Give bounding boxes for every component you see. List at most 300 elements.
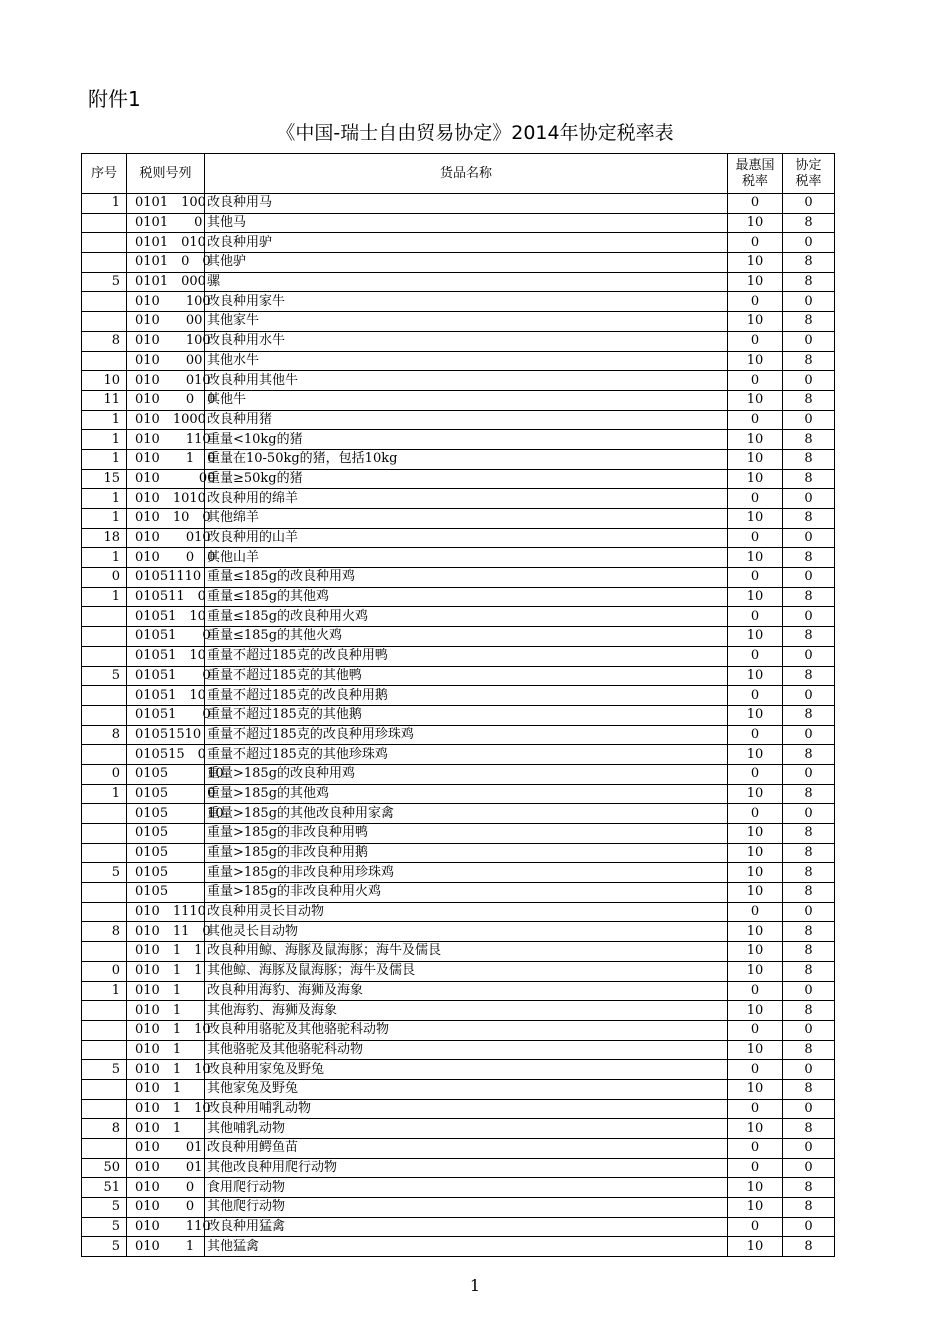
cell-name: 重量不超过185克的改良种用珍珠鸡 — [205, 725, 728, 745]
table-row — [82, 725, 835, 745]
cell-mfn-rate: 10 — [728, 1198, 783, 1218]
cell-fta-rate: 8 — [783, 312, 835, 332]
cell-fta-rate: 0 — [783, 292, 835, 312]
cell-mfn-rate: 10 — [728, 1079, 783, 1099]
cell-no: 1 — [82, 194, 127, 214]
cell-code: 010 110 — [127, 1217, 205, 1237]
cell-name: 骡 — [205, 272, 728, 292]
cell-mfn-rate: 0 — [728, 725, 783, 745]
cell-mfn-rate: 0 — [728, 686, 783, 706]
cell-code: 010 00 — [127, 351, 205, 371]
cell-no: 5 — [82, 666, 127, 686]
cell-fta-rate: 0 — [783, 1099, 835, 1119]
cell-name: 改良种用其他牛 — [205, 371, 728, 391]
page-number: 1 — [469, 1276, 481, 1295]
cell-code: 010 100 — [127, 292, 205, 312]
cell-code: 0101 100 — [127, 194, 205, 214]
cell-fta-rate: 0 — [783, 1217, 835, 1237]
cell-no: 1 — [82, 548, 127, 568]
cell-code: 010 1 — [127, 1119, 205, 1139]
cell-fta-rate: 0 — [783, 686, 835, 706]
cell-mfn-rate: 0 — [728, 1158, 783, 1178]
cell-mfn-rate: 10 — [728, 1040, 783, 1060]
cell-no — [82, 1040, 127, 1060]
cell-no: 51 — [82, 1178, 127, 1198]
cell-name: 重量>185g的非改良种用鹅 — [205, 843, 728, 863]
cell-mfn-rate: 0 — [728, 528, 783, 548]
cell-fta-rate: 0 — [783, 981, 835, 1001]
cell-mfn-rate: 10 — [728, 705, 783, 725]
cell-mfn-rate: 10 — [728, 1237, 783, 1257]
table-row — [82, 1198, 835, 1218]
table-row — [82, 469, 835, 489]
cell-name: 其他绵羊 — [205, 509, 728, 529]
cell-name: 改良种用的山羊 — [205, 528, 728, 548]
table-row — [82, 1040, 835, 1060]
cell-fta-rate: 8 — [783, 1040, 835, 1060]
cell-mfn-rate: 10 — [728, 745, 783, 765]
table-row — [82, 1178, 835, 1198]
cell-fta-rate: 8 — [783, 469, 835, 489]
cell-mfn-rate: 10 — [728, 1119, 783, 1139]
cell-no — [82, 745, 127, 765]
cell-no: 5 — [82, 1217, 127, 1237]
cell-code: 010 1000 — [127, 410, 205, 430]
table-row — [82, 1001, 835, 1021]
cell-fta-rate: 0 — [783, 1060, 835, 1080]
cell-name: 其他家牛 — [205, 312, 728, 332]
cell-code: 010 1 0 — [127, 449, 205, 469]
cell-no — [82, 705, 127, 725]
cell-mfn-rate: 0 — [728, 902, 783, 922]
cell-no: 0 — [82, 764, 127, 784]
cell-code: 0105 0 — [127, 784, 205, 804]
cell-mfn-rate: 10 — [728, 824, 783, 844]
cell-no — [82, 292, 127, 312]
cell-mfn-rate: 0 — [728, 804, 783, 824]
cell-no — [82, 1139, 127, 1159]
cell-code: 01051110 — [127, 568, 205, 588]
cell-code: 010 0 — [127, 1178, 205, 1198]
table-row — [82, 410, 835, 430]
header-no: 序号 — [82, 154, 127, 194]
cell-fta-rate: 0 — [783, 646, 835, 666]
cell-name: 其他家兔及野兔 — [205, 1079, 728, 1099]
table-row — [82, 902, 835, 922]
cell-no: 5 — [82, 1198, 127, 1218]
cell-mfn-rate: 0 — [728, 1060, 783, 1080]
cell-mfn-rate: 10 — [728, 351, 783, 371]
cell-name: 其他哺乳动物 — [205, 1119, 728, 1139]
cell-code: 010 1010 — [127, 489, 205, 509]
cell-name: 重量≥50kg的猪 — [205, 469, 728, 489]
cell-code: 010511 0 — [127, 587, 205, 607]
cell-fta-rate: 8 — [783, 587, 835, 607]
cell-name: 改良种用鳄鱼苗 — [205, 1139, 728, 1159]
cell-no: 1 — [82, 981, 127, 1001]
cell-fta-rate: 0 — [783, 804, 835, 824]
cell-mfn-rate: 0 — [728, 1139, 783, 1159]
cell-fta-rate: 8 — [783, 863, 835, 883]
cell-no — [82, 351, 127, 371]
cell-code: 010 01 — [127, 1139, 205, 1159]
cell-code: 0101 0 — [127, 213, 205, 233]
cell-code: 010 1 — [127, 1040, 205, 1060]
cell-no: 1 — [82, 509, 127, 529]
cell-code: 010 0 0 — [127, 548, 205, 568]
cell-name: 其他爬行动物 — [205, 1198, 728, 1218]
table-row — [82, 1079, 835, 1099]
cell-no — [82, 824, 127, 844]
cell-mfn-rate: 10 — [728, 390, 783, 410]
cell-code: 0105 — [127, 883, 205, 903]
cell-fta-rate: 8 — [783, 824, 835, 844]
table-row — [82, 528, 835, 548]
cell-no: 0 — [82, 568, 127, 588]
cell-code: 010 1 1 — [127, 942, 205, 962]
cell-name: 重量不超过185克的改良种用鹅 — [205, 686, 728, 706]
table-row — [82, 509, 835, 529]
cell-mfn-rate: 10 — [728, 922, 783, 942]
table-row — [82, 863, 835, 883]
table-row — [82, 942, 835, 962]
table-row — [82, 390, 835, 410]
cell-code: 010 1 — [127, 1237, 205, 1257]
table-row — [82, 272, 835, 292]
table-row — [82, 312, 835, 332]
cell-fta-rate: 0 — [783, 725, 835, 745]
cell-fta-rate: 0 — [783, 489, 835, 509]
cell-fta-rate: 0 — [783, 902, 835, 922]
cell-mfn-rate: 10 — [728, 213, 783, 233]
cell-no: 5 — [82, 272, 127, 292]
table-row — [82, 1139, 835, 1159]
table-row — [82, 1119, 835, 1139]
cell-no: 8 — [82, 725, 127, 745]
table-body — [82, 194, 835, 1257]
cell-fta-rate: 8 — [783, 390, 835, 410]
cell-mfn-rate: 10 — [728, 627, 783, 647]
table-row — [82, 371, 835, 391]
cell-code: 010 1 10 — [127, 1060, 205, 1080]
cell-no — [82, 1001, 127, 1021]
table-row — [82, 253, 835, 273]
table-row — [82, 961, 835, 981]
cell-mfn-rate: 10 — [728, 272, 783, 292]
table-row — [82, 292, 835, 312]
cell-code: 0105 10 — [127, 804, 205, 824]
cell-name: 重量不超过185克的其他鸭 — [205, 666, 728, 686]
cell-name: 其他山羊 — [205, 548, 728, 568]
table-row — [82, 1020, 835, 1040]
cell-no: 1 — [82, 489, 127, 509]
cell-no: 0 — [82, 961, 127, 981]
cell-fta-rate: 8 — [783, 1001, 835, 1021]
cell-mfn-rate: 10 — [728, 587, 783, 607]
cell-name: 其他牛 — [205, 390, 728, 410]
cell-no: 11 — [82, 390, 127, 410]
cell-no: 8 — [82, 922, 127, 942]
cell-mfn-rate: 0 — [728, 568, 783, 588]
cell-mfn-rate: 0 — [728, 1217, 783, 1237]
cell-name: 其他灵长目动物 — [205, 922, 728, 942]
cell-name: 改良种用家牛 — [205, 292, 728, 312]
cell-fta-rate: 8 — [783, 942, 835, 962]
cell-code: 010 1 10 — [127, 1020, 205, 1040]
cell-code: 010 1 1 — [127, 961, 205, 981]
cell-code: 01051510 — [127, 725, 205, 745]
cell-name: 重量>185g的非改良种用火鸡 — [205, 883, 728, 903]
cell-no — [82, 804, 127, 824]
cell-name: 改良种用灵长目动物 — [205, 902, 728, 922]
cell-no — [82, 233, 127, 253]
cell-name: 重量在10-50kg的猪，包括10kg — [205, 449, 728, 469]
cell-fta-rate: 0 — [783, 410, 835, 430]
cell-no: 1 — [82, 410, 127, 430]
cell-fta-rate: 0 — [783, 331, 835, 351]
cell-mfn-rate: 0 — [728, 292, 783, 312]
cell-fta-rate: 8 — [783, 705, 835, 725]
cell-name: 重量>185g的其他改良种用家禽 — [205, 804, 728, 824]
cell-fta-rate: 0 — [783, 764, 835, 784]
cell-name: 其他骆驼及其他骆驼科动物 — [205, 1040, 728, 1060]
table-row — [82, 213, 835, 233]
cell-no — [82, 942, 127, 962]
cell-no: 5 — [82, 1237, 127, 1257]
cell-name: 改良种用哺乳动物 — [205, 1099, 728, 1119]
cell-no: 15 — [82, 469, 127, 489]
cell-fta-rate: 8 — [783, 627, 835, 647]
cell-code: 010 1 — [127, 1079, 205, 1099]
cell-name: 重量≤185g的其他火鸡 — [205, 627, 728, 647]
cell-fta-rate: 8 — [783, 745, 835, 765]
cell-name: 改良种用水牛 — [205, 331, 728, 351]
cell-mfn-rate: 0 — [728, 764, 783, 784]
table-row — [82, 764, 835, 784]
cell-mfn-rate: 10 — [728, 863, 783, 883]
cell-no — [82, 253, 127, 273]
tariff-table — [81, 153, 835, 1257]
cell-name: 重量>185g的非改良种用珍珠鸡 — [205, 863, 728, 883]
annex-label: 附件1 — [88, 87, 141, 111]
cell-code: 0101 0 0 — [127, 253, 205, 273]
table-row — [82, 568, 835, 588]
table-header — [82, 154, 835, 194]
table-row — [82, 705, 835, 725]
cell-name: 改良种用猛禽 — [205, 1217, 728, 1237]
cell-name: 重量>185g的改良种用鸡 — [205, 764, 728, 784]
cell-fta-rate: 8 — [783, 883, 835, 903]
table-row — [82, 1060, 835, 1080]
cell-fta-rate: 8 — [783, 1178, 835, 1198]
cell-name: 其他鲸、海豚及鼠海豚；海牛及儒艮 — [205, 961, 728, 981]
cell-name: 改良种用猪 — [205, 410, 728, 430]
cell-code: 01051 10 — [127, 686, 205, 706]
cell-mfn-rate: 10 — [728, 312, 783, 332]
cell-name: 重量<10kg的猪 — [205, 430, 728, 450]
cell-name: 改良种用的绵羊 — [205, 489, 728, 509]
cell-name: 改良种用海豹、海狮及海象 — [205, 981, 728, 1001]
cell-mfn-rate: 0 — [728, 194, 783, 214]
table-row — [82, 784, 835, 804]
cell-fta-rate: 8 — [783, 1237, 835, 1257]
cell-fta-rate: 8 — [783, 272, 835, 292]
cell-mfn-rate: 10 — [728, 843, 783, 863]
cell-code: 010 0 0 — [127, 390, 205, 410]
cell-mfn-rate: 0 — [728, 489, 783, 509]
cell-no — [82, 646, 127, 666]
cell-code: 0101 000 — [127, 272, 205, 292]
cell-mfn-rate: 0 — [728, 646, 783, 666]
cell-no: 5 — [82, 1060, 127, 1080]
table-row — [82, 646, 835, 666]
table-row — [82, 922, 835, 942]
table-row — [82, 1217, 835, 1237]
cell-code: 010 1 — [127, 981, 205, 1001]
table-row — [82, 981, 835, 1001]
cell-code: 01051 0 — [127, 666, 205, 686]
cell-name: 其他猛禽 — [205, 1237, 728, 1257]
header-code: 税则号列 — [127, 154, 205, 194]
cell-mfn-rate: 0 — [728, 410, 783, 430]
table-row — [82, 1237, 835, 1257]
cell-name: 其他马 — [205, 213, 728, 233]
table-row — [82, 430, 835, 450]
cell-code: 010 010 — [127, 528, 205, 548]
cell-fta-rate: 0 — [783, 568, 835, 588]
cell-name: 重量不超过185克的其他鹅 — [205, 705, 728, 725]
table-row — [82, 351, 835, 371]
cell-no: 8 — [82, 1119, 127, 1139]
cell-fta-rate: 0 — [783, 528, 835, 548]
cell-fta-rate: 8 — [783, 1119, 835, 1139]
cell-no — [82, 213, 127, 233]
cell-no — [82, 1079, 127, 1099]
cell-no — [82, 902, 127, 922]
cell-name: 重量≤185g的改良种用火鸡 — [205, 607, 728, 627]
table-row — [82, 489, 835, 509]
cell-name: 重量≤185g的改良种用鸡 — [205, 568, 728, 588]
cell-code: 010 01 — [127, 1158, 205, 1178]
cell-no — [82, 627, 127, 647]
cell-fta-rate: 0 — [783, 233, 835, 253]
document-title: 《中国-瑞士自由贸易协定》2014年协定税率表 — [276, 122, 674, 144]
cell-code: 010 00 — [127, 469, 205, 489]
cell-no: 10 — [82, 371, 127, 391]
cell-mfn-rate: 10 — [728, 666, 783, 686]
cell-code: 01051 10 — [127, 646, 205, 666]
table-row — [82, 449, 835, 469]
cell-no: 1 — [82, 587, 127, 607]
cell-mfn-rate: 10 — [728, 509, 783, 529]
cell-fta-rate: 8 — [783, 1198, 835, 1218]
cell-fta-rate: 8 — [783, 253, 835, 273]
cell-mfn-rate: 0 — [728, 1099, 783, 1119]
cell-mfn-rate: 0 — [728, 1020, 783, 1040]
cell-mfn-rate: 10 — [728, 469, 783, 489]
table-row — [82, 745, 835, 765]
header-fta-rate: 协定 税率 — [783, 154, 835, 194]
cell-code: 010 110 — [127, 430, 205, 450]
cell-fta-rate: 8 — [783, 961, 835, 981]
cell-name: 其他海豹、海狮及海象 — [205, 1001, 728, 1021]
table-row — [82, 1099, 835, 1119]
table-row — [82, 548, 835, 568]
cell-name: 改良种用驴 — [205, 233, 728, 253]
cell-code: 01051 0 — [127, 627, 205, 647]
cell-mfn-rate: 0 — [728, 607, 783, 627]
cell-name: 改良种用骆驼及其他骆驼科动物 — [205, 1020, 728, 1040]
cell-mfn-rate: 10 — [728, 961, 783, 981]
cell-name: 重量>185g的非改良种用鸭 — [205, 824, 728, 844]
cell-mfn-rate: 0 — [728, 371, 783, 391]
table-row — [82, 194, 835, 214]
cell-code: 0101 010 — [127, 233, 205, 253]
header-mfn-rate: 最惠国 税率 — [728, 154, 783, 194]
cell-no — [82, 1099, 127, 1119]
cell-fta-rate: 8 — [783, 843, 835, 863]
cell-mfn-rate: 0 — [728, 981, 783, 1001]
cell-name: 重量不超过185克的其他珍珠鸡 — [205, 745, 728, 765]
cell-mfn-rate: 10 — [728, 430, 783, 450]
cell-mfn-rate: 10 — [728, 883, 783, 903]
cell-no: 5 — [82, 863, 127, 883]
cell-no: 1 — [82, 449, 127, 469]
cell-fta-rate: 0 — [783, 607, 835, 627]
cell-fta-rate: 8 — [783, 922, 835, 942]
cell-fta-rate: 8 — [783, 509, 835, 529]
cell-code: 010 1 10 — [127, 1099, 205, 1119]
cell-code: 01051 10 — [127, 607, 205, 627]
table-row — [82, 686, 835, 706]
cell-fta-rate: 0 — [783, 1139, 835, 1159]
cell-code: 010 10 0 — [127, 509, 205, 529]
cell-fta-rate: 0 — [783, 194, 835, 214]
table-row — [82, 843, 835, 863]
cell-no: 1 — [82, 784, 127, 804]
cell-mfn-rate: 10 — [728, 1178, 783, 1198]
cell-no: 8 — [82, 331, 127, 351]
header-name: 货品名称 — [205, 154, 728, 194]
table-row — [82, 824, 835, 844]
table-row — [82, 666, 835, 686]
table-row — [82, 883, 835, 903]
cell-name: 改良种用鲸、海豚及鼠海豚；海牛及儒艮 — [205, 942, 728, 962]
table-row — [82, 587, 835, 607]
cell-code: 0105 — [127, 863, 205, 883]
cell-code: 010 11 0 — [127, 922, 205, 942]
cell-mfn-rate: 0 — [728, 233, 783, 253]
cell-no — [82, 843, 127, 863]
cell-fta-rate: 8 — [783, 1079, 835, 1099]
cell-no: 1 — [82, 430, 127, 450]
cell-code: 010 010 — [127, 371, 205, 391]
cell-no — [82, 883, 127, 903]
cell-fta-rate: 8 — [783, 449, 835, 469]
cell-name: 重量≤185g的其他鸡 — [205, 587, 728, 607]
cell-no — [82, 1020, 127, 1040]
cell-fta-rate: 8 — [783, 548, 835, 568]
cell-code: 010515 0 — [127, 745, 205, 765]
table-row — [82, 627, 835, 647]
cell-mfn-rate: 0 — [728, 331, 783, 351]
cell-fta-rate: 8 — [783, 351, 835, 371]
cell-mfn-rate: 10 — [728, 449, 783, 469]
cell-code: 0105 10 — [127, 764, 205, 784]
cell-fta-rate: 8 — [783, 784, 835, 804]
cell-name: 重量不超过185克的改良种用鸭 — [205, 646, 728, 666]
cell-no: 50 — [82, 1158, 127, 1178]
